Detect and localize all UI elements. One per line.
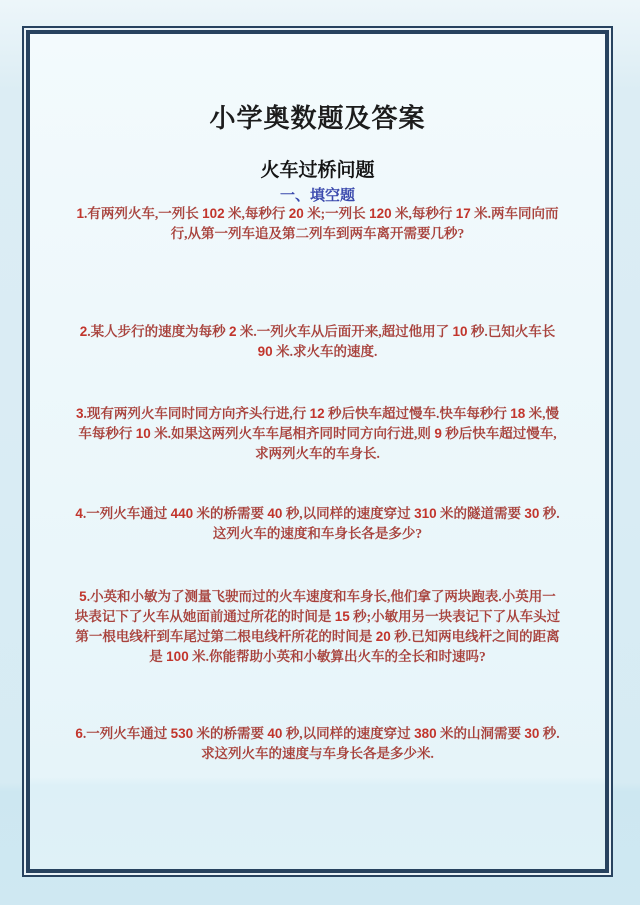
question-1: 1.有两列火车,一列长 102 米,每秒行 20 米;一列长 120 米,每秒行 17 米.两车同向而行,从第一列车追及第二列车到两车离开需要几秒? [76, 206, 559, 241]
question-5: 5.小英和小敏为了测量飞驶而过的火车速度和车身长,他们拿了两块跑表.小英用一块表记下了火车从她面前通过所花的时间是 15 秒;小敏用另一块表记下了从车头过第一根电线杆到车尾过第二根电线杆所花的时间是 20 秒.已知两电线杆之间的距离是 100 米.你能帮助小英和小敏算出火车的全长和时速吗? [74, 589, 561, 664]
question-4: 4.一列火车通过 440 米的桥需要 40 秒,以同样的速度穿过 310 米的隧道需要 30 秒.这列火车的速度和车身长各是多少? [75, 506, 560, 541]
question-3: 3.现有两列火车同时同方向齐头行进,行 12 秒后快车超过慢车.快车每秒行 18 米,慢车每秒行 10 米.如果这两列火车车尾相齐同时同方向行进,则 9 秒后快车超过慢车,求两列火车的车身长. [75, 406, 560, 461]
question-6: 6.一列火车通过 530 米的桥需要 40 秒,以同样的速度穿过 380 米的山洞需要 30 秒.求这列火车的速度与车身长各是多少米. [75, 726, 560, 761]
page-border-frame [22, 26, 613, 877]
section-title: 火车过桥问题 [260, 160, 375, 181]
page-content-area [26, 30, 609, 873]
subsection-heading: 一、填空题 [279, 188, 355, 204]
document-title: 小学奥数题及答案 [209, 104, 426, 133]
question-2: 2.某人步行的速度为每秒 2 米.一列火车从后面开来,超过他用了 10 秒.已知火车长 90 米.求火车的速度. [79, 324, 556, 359]
